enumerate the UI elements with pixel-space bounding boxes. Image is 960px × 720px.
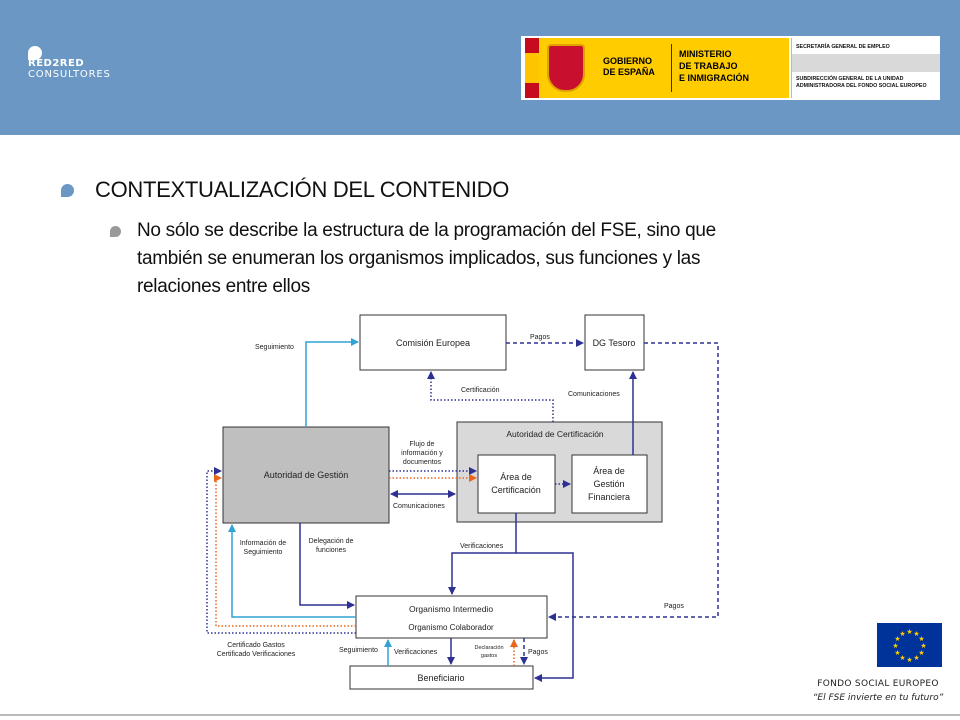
label-verificaciones-mid: Verificaciones	[460, 543, 504, 550]
label-pagos-bottom: Pagos	[528, 649, 548, 656]
label-flujo-2: información y	[401, 450, 443, 457]
slide-title: CONTEXTUALIZACIÓN DEL CONTENIDO	[95, 177, 510, 202]
label-comunicaciones-right: Comunicaciones	[568, 391, 620, 398]
label-seguimiento-bottom: Seguimiento	[339, 647, 378, 654]
subdireccion-line1: SUBDIRECCIÓN GENERAL DE LA UNIDAD	[796, 76, 904, 82]
subdireccion-line2: ADMINISTRADORA DEL FONDO SOCIAL EUROPEO	[796, 83, 927, 89]
arrow-verificaciones-mid	[452, 513, 516, 594]
secretaria-label: SECRETARÍA GENERAL DE EMPLEO	[796, 44, 890, 50]
arrow-delegacion	[300, 523, 354, 605]
label-seguimiento-top: Seguimiento	[255, 344, 294, 351]
coat-of-arms-icon	[547, 44, 585, 92]
label-cert-gastos-2: Certificado Verificaciones	[216, 651, 296, 658]
brand-line2: CONSULTORES	[28, 69, 111, 80]
label-declaracion-2: gastos	[480, 653, 498, 659]
arrow-certificacion	[431, 372, 553, 422]
svg-text:★: ★	[918, 635, 925, 643]
label-certificacion: Certificación	[461, 387, 500, 394]
svg-text:★: ★	[894, 649, 901, 657]
footer-divider	[0, 714, 960, 716]
area-certificacion-label-2: Certificación	[491, 485, 541, 495]
body-line1: No sólo se describe la estructura de la programación del FSE, sino que	[137, 220, 716, 241]
autoridad-certificacion-label: Autoridad de Certificación	[506, 429, 604, 439]
label-info-seguimiento-2: Seguimiento	[243, 549, 283, 556]
area-gestion-label-1: Área de	[593, 466, 625, 476]
gov-name-line2: DE ESPAÑA	[603, 67, 655, 77]
area-certificacion-box	[478, 455, 555, 513]
autoridad-gestion-label: Autoridad de Gestión	[263, 470, 349, 480]
body-line2: también se enumeran los organismos implicados, sus funciones y las	[137, 248, 701, 269]
gov-gray-bar	[792, 54, 940, 72]
svg-text:★: ★	[913, 654, 920, 662]
area-gestion-label-2: Gestión	[593, 479, 625, 489]
label-declaracion-1: Declaración	[474, 645, 504, 651]
fse-motto: “El FSE invierte en tu futuro”	[812, 693, 944, 703]
svg-text:★: ★	[906, 628, 913, 636]
gov-subunit	[791, 38, 940, 98]
header-banner	[0, 0, 960, 135]
title-bullet-icon	[61, 184, 74, 197]
organismo-intermedio-label: Organismo Intermedio	[408, 604, 494, 614]
eu-flag-icon	[877, 623, 942, 667]
svg-text:★: ★	[892, 642, 899, 650]
arrow-seguimiento-top	[306, 342, 358, 427]
gov-name-line1: GOBIERNO	[603, 56, 653, 66]
label-info-seguimiento-1: Información de	[239, 540, 287, 547]
eu-stars-icon	[877, 623, 942, 667]
organismo-colaborador-label: Organismo Colaborador	[408, 623, 494, 632]
spain-flag-icon	[525, 38, 539, 98]
ministry-line2: DE TRABAJO	[679, 61, 738, 71]
beneficiario-label: Beneficiario	[417, 673, 465, 683]
svg-text:★: ★	[899, 654, 906, 662]
label-pagos-right: Pagos	[664, 603, 684, 610]
svg-text:★: ★	[920, 642, 927, 650]
svg-text:★: ★	[906, 656, 913, 664]
body-line3: relaciones entre ellos	[137, 276, 310, 297]
body-bullet-icon	[110, 226, 121, 237]
label-cert-gastos-1: Certificado Gastos	[227, 642, 285, 649]
gov-divider	[671, 44, 672, 92]
svg-text:★: ★	[918, 649, 925, 657]
label-flujo-3: documentos	[402, 459, 442, 466]
svg-text:★: ★	[894, 635, 901, 643]
slide-body	[137, 217, 877, 301]
area-gestion-label-3: Financiera	[587, 492, 631, 502]
brand-line1: RED2RED	[28, 58, 85, 69]
ministry-line1: MINISTERIO	[679, 49, 732, 59]
subdireccion-label	[796, 76, 936, 90]
svg-text:★: ★	[913, 630, 920, 638]
label-delegacion-1: Delegación de	[308, 538, 354, 545]
ministry-name	[679, 48, 749, 84]
svg-text:★: ★	[899, 630, 906, 638]
comision-label: Comisión Europea	[395, 338, 471, 348]
area-certificacion-label-1: Área de	[500, 472, 532, 482]
government-logo	[521, 36, 940, 100]
label-flujo-1: Flujo de	[409, 441, 435, 448]
label-verificaciones-bottom: Verificaciones	[394, 649, 438, 656]
ministry-line3: E INMIGRACIÓN	[679, 73, 750, 83]
gov-name	[603, 56, 655, 78]
dg-tesoro-label: DG Tesoro	[592, 338, 636, 348]
label-comunicaciones-mid: Comunicaciones	[393, 503, 445, 510]
label-delegacion-2: funciones	[316, 547, 346, 554]
label-pagos-top: Pagos	[530, 334, 550, 341]
fse-label: FONDO SOCIAL EUROPEO	[817, 679, 939, 689]
organization-diagram	[195, 305, 735, 695]
